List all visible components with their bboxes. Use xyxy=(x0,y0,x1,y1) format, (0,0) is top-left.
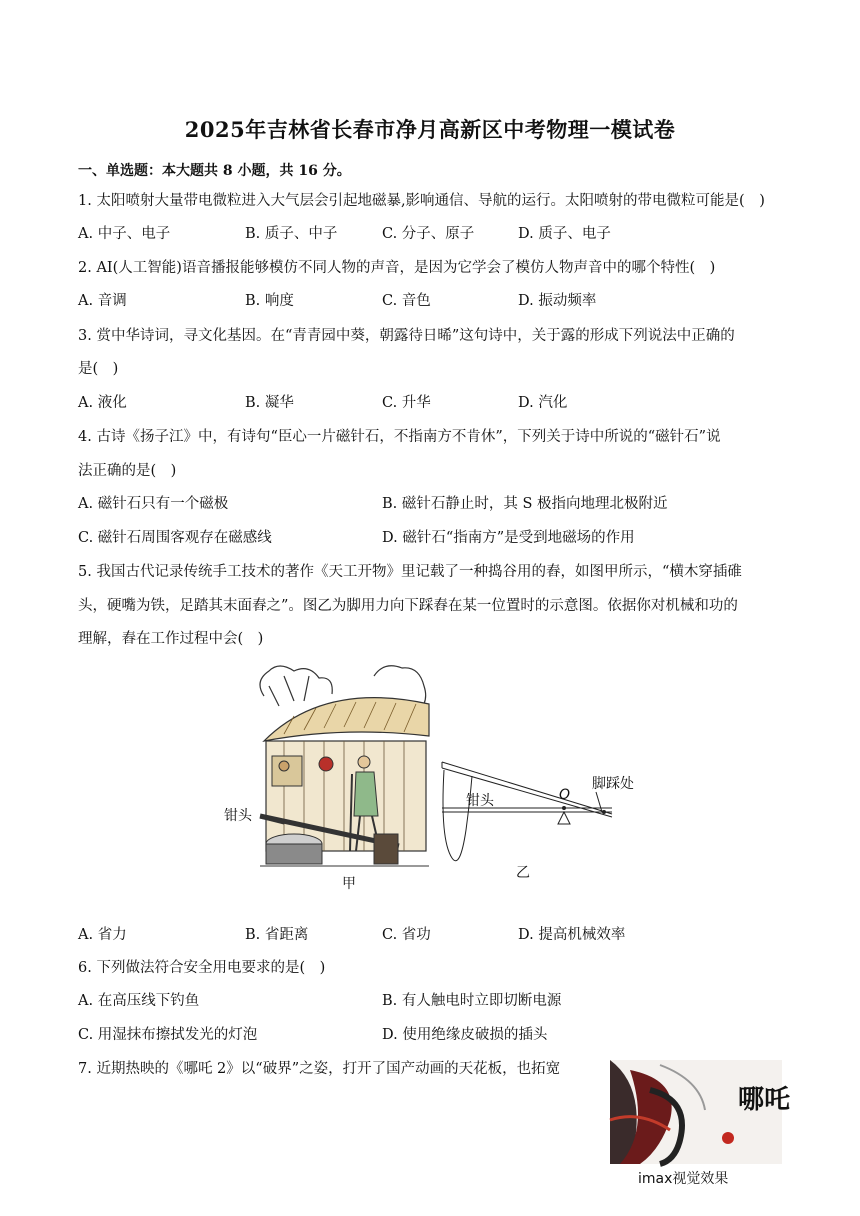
q3-option-a[interactable]: A. 液化 xyxy=(78,395,127,411)
q4-option-c[interactable]: C. 磁针石周围客观存在磁感线 xyxy=(78,530,272,546)
q3-option-d[interactable]: D. 汽化 xyxy=(518,395,568,411)
nezha-poster-image xyxy=(610,1060,791,1164)
q2-option-d[interactable]: D. 振动频率 xyxy=(518,293,597,309)
q6-option-d[interactable]: D. 使用绝缘皮破损的插头 xyxy=(382,1027,548,1043)
q5-option-b[interactable]: B. 省距离 xyxy=(245,927,309,943)
q6-option-c[interactable]: C. 用湿抹布擦拭发光的灯泡 xyxy=(78,1027,258,1043)
q5-option-a[interactable]: A. 省力 xyxy=(78,927,127,943)
figure-yi-qiantou-label: 钳头 xyxy=(466,793,494,809)
question-5-stem-line1: 5. 我国古代记录传统手工技术的著作《天工开物》里记载了一种捣谷用的舂，如图甲所示，“横木穿插碓 xyxy=(78,564,742,580)
q2-option-a[interactable]: A. 音调 xyxy=(78,293,127,309)
pivot-triangle xyxy=(558,812,570,824)
question-3-stem-line2: 是( ) xyxy=(78,361,119,377)
page-title: 2025年吉林省长春市净月高新区中考物理一模试卷 xyxy=(184,117,676,142)
q1-option-b[interactable]: B. 质子、中子 xyxy=(245,226,338,242)
question-1-stem: 1. 太阳喷射大量带电微粒进入大气层会引起地磁暴,影响通信、导航的运行。太阳喷射的带电微粒可能是( ) xyxy=(78,193,765,209)
figure-jia-qiantou-label: 钳头 xyxy=(224,808,252,824)
q5-option-c[interactable]: C. 省功 xyxy=(382,927,431,943)
q4-option-d[interactable]: D. 磁针石“指南方”是受到地磁场的作用 xyxy=(382,530,635,546)
q2-option-c[interactable]: C. 音色 xyxy=(382,293,431,309)
figure-yi-foot-label: 脚踩处 xyxy=(592,776,634,792)
pestle-head xyxy=(443,770,472,861)
figure-yi-label: 乙 xyxy=(516,865,530,881)
q1-option-d[interactable]: D. 质子、电子 xyxy=(518,226,611,242)
question-4-stem-line1: 4. 古诗《扬子江》中，有诗句“臣心一片磁针石，不指南方不肯休”，下列关于诗中所说的“磁针石”说 xyxy=(78,429,721,445)
figure-jia-illustration xyxy=(224,656,434,892)
question-2-stem: 2. AI(人工智能)语音播报能够模仿不同人物的声音，是因为它学会了模仿人物声音中的哪个特性( ) xyxy=(78,260,716,276)
poster-logo: 哪吒 xyxy=(738,1085,791,1115)
red-lantern xyxy=(319,757,333,771)
worker-head xyxy=(358,756,370,768)
figure-jia-label: 甲 xyxy=(342,876,356,892)
q3-option-c[interactable]: C. 升华 xyxy=(382,395,431,411)
q3-option-b[interactable]: B. 凝华 xyxy=(245,395,294,411)
q4-option-b[interactable]: B. 磁针石静止时，其 S 极指向地理北极附近 xyxy=(382,496,668,512)
question-7-stem: 7. 近期热映的《哪吒 2》以“破界”之姿，打开了国产动画的天花板，也拓宽 xyxy=(78,1061,561,1077)
question-5-stem-line2: 头，硬嘴为铁，足踏其末面舂之”。图乙为脚用力向下踩舂在某一位置时的示意图。依据你对机械和功的 xyxy=(78,598,738,614)
question-4-stem-line2: 法正确的是( ) xyxy=(78,463,177,479)
thatched-roof xyxy=(264,698,429,741)
q2-option-b[interactable]: B. 响度 xyxy=(245,293,294,309)
figure-yi-pivot-label: O xyxy=(559,787,571,803)
question-5-stem-line3: 理解，舂在工作过程中会( ) xyxy=(78,631,264,647)
q5-option-d[interactable]: D. 提高机械效率 xyxy=(518,927,626,943)
poster-caption: imax视觉效果 xyxy=(638,1171,729,1187)
question-6-stem: 6. 下列做法符合安全用电要求的是( ) xyxy=(78,960,326,976)
q6-option-b[interactable]: B. 有人触电时立即切断电源 xyxy=(382,993,562,1009)
section-heading: 一、单选题：本大题共 8 小题，共 16 分。 xyxy=(78,163,351,179)
q6-option-a[interactable]: A. 在高压线下钓鱼 xyxy=(78,993,200,1009)
q1-option-c[interactable]: C. 分子、原子 xyxy=(382,226,475,242)
q1-option-a[interactable]: A. 中子、电子 xyxy=(78,226,171,242)
question-3-stem-line1: 3. 赏中华诗词，寻文化基因。在“青青园中葵，朝露待日晞”这句诗中，关于露的形成下列说法中正确的 xyxy=(78,328,735,344)
q4-option-a[interactable]: A. 磁针石只有一个磁极 xyxy=(78,496,229,512)
